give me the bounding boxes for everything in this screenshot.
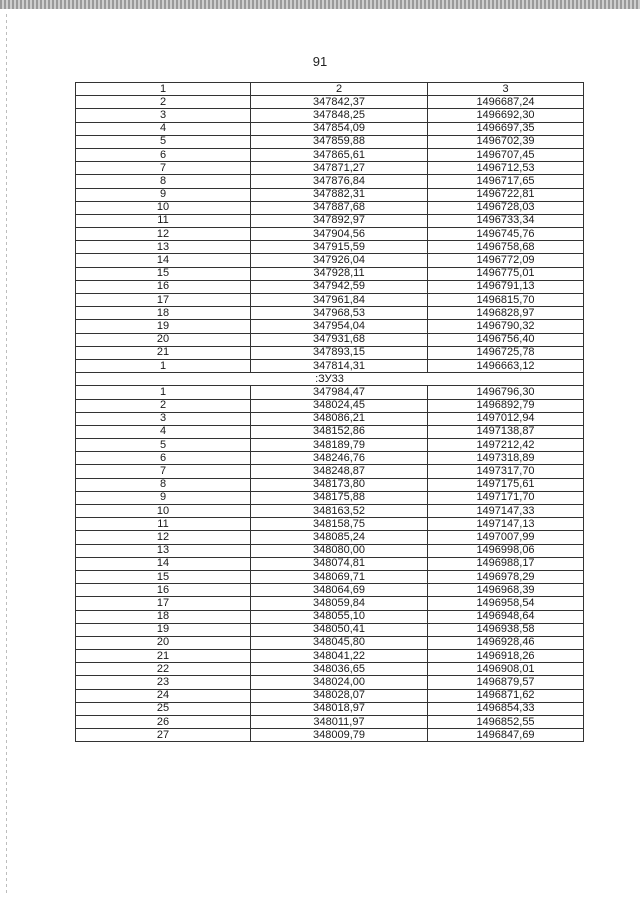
group2-row bbox=[76, 636, 584, 649]
group1-row bbox=[76, 201, 584, 214]
point-number-cell: 11 bbox=[76, 518, 251, 531]
y-coordinate-cell: 1496692,30 bbox=[428, 109, 584, 122]
y-coordinate-cell: 1496852,55 bbox=[428, 716, 584, 729]
point-number-cell: 3 bbox=[76, 412, 251, 425]
group1-row bbox=[76, 294, 584, 307]
group2-row bbox=[76, 478, 584, 491]
group1-row bbox=[76, 333, 584, 346]
y-coordinate-cell: 1496796,30 bbox=[428, 386, 584, 399]
group1-row bbox=[76, 214, 584, 227]
y-coordinate-cell: 1496722,81 bbox=[428, 188, 584, 201]
x-coordinate-cell: 348018,97 bbox=[251, 702, 428, 715]
coordinates-table-body bbox=[76, 83, 584, 742]
group2-row bbox=[76, 491, 584, 504]
group1-row bbox=[76, 228, 584, 241]
point-number-cell: 16 bbox=[76, 280, 251, 293]
group2-row bbox=[76, 570, 584, 583]
x-coordinate-cell: 347915,59 bbox=[251, 241, 428, 254]
x-coordinate-cell: 348059,84 bbox=[251, 597, 428, 610]
point-number-cell: 19 bbox=[76, 623, 251, 636]
point-number-cell: 9 bbox=[76, 491, 251, 504]
x-coordinate-cell: 348055,10 bbox=[251, 610, 428, 623]
y-coordinate-cell: 1496879,57 bbox=[428, 676, 584, 689]
group2-row bbox=[76, 702, 584, 715]
x-coordinate-cell: 348028,07 bbox=[251, 689, 428, 702]
x-coordinate-cell: 348024,00 bbox=[251, 676, 428, 689]
y-coordinate-cell: 1496948,64 bbox=[428, 610, 584, 623]
group2-row bbox=[76, 531, 584, 544]
x-coordinate-cell: 347942,59 bbox=[251, 280, 428, 293]
point-number-cell: 22 bbox=[76, 663, 251, 676]
page-number: 91 bbox=[312, 54, 328, 69]
coordinates-table bbox=[75, 82, 584, 742]
point-number-cell: 2 bbox=[76, 399, 251, 412]
x-coordinate-cell: 348158,75 bbox=[251, 518, 428, 531]
group2-row bbox=[76, 623, 584, 636]
x-coordinate-cell: 347859,88 bbox=[251, 135, 428, 148]
group2-row bbox=[76, 584, 584, 597]
y-coordinate-cell: 1496871,62 bbox=[428, 689, 584, 702]
y-coordinate-cell: 1497147,33 bbox=[428, 505, 584, 518]
group2-row bbox=[76, 557, 584, 570]
x-coordinate-cell: 347893,15 bbox=[251, 346, 428, 359]
y-coordinate-cell: 1496712,53 bbox=[428, 162, 584, 175]
point-number-cell: 21 bbox=[76, 346, 251, 359]
point-number-cell: 12 bbox=[76, 228, 251, 241]
y-coordinate-cell: 1496756,40 bbox=[428, 333, 584, 346]
y-coordinate-cell: 1497147,13 bbox=[428, 518, 584, 531]
point-number-cell: 4 bbox=[76, 122, 251, 135]
x-coordinate-cell: 347887,68 bbox=[251, 201, 428, 214]
x-coordinate-cell: 348086,21 bbox=[251, 412, 428, 425]
point-number-cell: 25 bbox=[76, 702, 251, 715]
point-number-cell: 8 bbox=[76, 175, 251, 188]
x-coordinate-cell: 348175,88 bbox=[251, 491, 428, 504]
group2-row bbox=[76, 425, 584, 438]
x-coordinate-cell: 347954,04 bbox=[251, 320, 428, 333]
group1-row bbox=[76, 320, 584, 333]
y-coordinate-cell: 1497175,61 bbox=[428, 478, 584, 491]
point-number-cell: 20 bbox=[76, 333, 251, 346]
x-coordinate-cell: 347892,97 bbox=[251, 214, 428, 227]
x-coordinate-cell: 348064,69 bbox=[251, 584, 428, 597]
point-number-cell: 17 bbox=[76, 294, 251, 307]
y-coordinate-cell: 1497138,87 bbox=[428, 425, 584, 438]
group1-row bbox=[76, 307, 584, 320]
point-number-cell: 27 bbox=[76, 729, 251, 742]
y-coordinate-cell: 1496791,13 bbox=[428, 280, 584, 293]
x-coordinate-cell: 348041,22 bbox=[251, 650, 428, 663]
point-number-cell: 7 bbox=[76, 465, 251, 478]
y-coordinate-cell: 1496918,26 bbox=[428, 650, 584, 663]
y-coordinate-cell: 1496968,39 bbox=[428, 584, 584, 597]
group2-row bbox=[76, 610, 584, 623]
point-number-cell: 18 bbox=[76, 307, 251, 320]
point-number-cell: 5 bbox=[76, 439, 251, 452]
header-row bbox=[76, 83, 584, 96]
x-coordinate-cell: 348074,81 bbox=[251, 557, 428, 570]
header-cell-y: 3 bbox=[428, 83, 584, 96]
header-cell-point: 1 bbox=[76, 83, 251, 96]
group2-row bbox=[76, 597, 584, 610]
point-number-cell: 10 bbox=[76, 505, 251, 518]
point-number-cell: 1 bbox=[76, 359, 251, 372]
group1-row bbox=[76, 96, 584, 109]
y-coordinate-cell: 1496998,06 bbox=[428, 544, 584, 557]
point-number-cell: 7 bbox=[76, 162, 251, 175]
header-cell-x: 2 bbox=[251, 83, 428, 96]
x-coordinate-cell: 348009,79 bbox=[251, 729, 428, 742]
y-coordinate-cell: 1496758,68 bbox=[428, 241, 584, 254]
y-coordinate-cell: 1497171,70 bbox=[428, 491, 584, 504]
y-coordinate-cell: 1496958,54 bbox=[428, 597, 584, 610]
y-coordinate-cell: 1496717,65 bbox=[428, 175, 584, 188]
x-coordinate-cell: 348036,65 bbox=[251, 663, 428, 676]
x-coordinate-cell: 347865,61 bbox=[251, 148, 428, 161]
y-coordinate-cell: 1496707,45 bbox=[428, 148, 584, 161]
y-coordinate-cell: 1496687,24 bbox=[428, 96, 584, 109]
x-coordinate-cell: 347848,25 bbox=[251, 109, 428, 122]
y-coordinate-cell: 1496938,58 bbox=[428, 623, 584, 636]
group2-row bbox=[76, 505, 584, 518]
y-coordinate-cell: 1496908,01 bbox=[428, 663, 584, 676]
y-coordinate-cell: 1496847,69 bbox=[428, 729, 584, 742]
point-number-cell: 14 bbox=[76, 557, 251, 570]
y-coordinate-cell: 1496928,46 bbox=[428, 636, 584, 649]
point-number-cell: 18 bbox=[76, 610, 251, 623]
x-coordinate-cell: 348152,86 bbox=[251, 425, 428, 438]
y-coordinate-cell: 1497012,94 bbox=[428, 412, 584, 425]
point-number-cell: 17 bbox=[76, 597, 251, 610]
group2-row bbox=[76, 663, 584, 676]
point-number-cell: 13 bbox=[76, 544, 251, 557]
y-coordinate-cell: 1496828,97 bbox=[428, 307, 584, 320]
group2-row bbox=[76, 412, 584, 425]
group2-row bbox=[76, 518, 584, 531]
point-number-cell: 9 bbox=[76, 188, 251, 201]
point-number-cell: 26 bbox=[76, 716, 251, 729]
x-coordinate-cell: 348045,80 bbox=[251, 636, 428, 649]
point-number-cell: 15 bbox=[76, 267, 251, 280]
y-coordinate-cell: 1497212,42 bbox=[428, 439, 584, 452]
group2-row bbox=[76, 399, 584, 412]
group1-row bbox=[76, 162, 584, 175]
y-coordinate-cell: 1496892,79 bbox=[428, 399, 584, 412]
point-number-cell: 19 bbox=[76, 320, 251, 333]
scan-edge-left bbox=[6, 14, 7, 894]
y-coordinate-cell: 1496988,17 bbox=[428, 557, 584, 570]
y-coordinate-cell: 1496725,78 bbox=[428, 346, 584, 359]
y-coordinate-cell: 1496772,09 bbox=[428, 254, 584, 267]
group2-row bbox=[76, 452, 584, 465]
x-coordinate-cell: 347968,53 bbox=[251, 307, 428, 320]
x-coordinate-cell: 347882,31 bbox=[251, 188, 428, 201]
x-coordinate-cell: 347928,11 bbox=[251, 267, 428, 280]
x-coordinate-cell: 347876,84 bbox=[251, 175, 428, 188]
group2-row bbox=[76, 439, 584, 452]
y-coordinate-cell: 1496790,32 bbox=[428, 320, 584, 333]
group2-row bbox=[76, 676, 584, 689]
x-coordinate-cell: 348189,79 bbox=[251, 439, 428, 452]
x-coordinate-cell: 347871,27 bbox=[251, 162, 428, 175]
point-number-cell: 10 bbox=[76, 201, 251, 214]
point-number-cell: 4 bbox=[76, 425, 251, 438]
point-number-cell: 3 bbox=[76, 109, 251, 122]
point-number-cell: 21 bbox=[76, 650, 251, 663]
x-coordinate-cell: 348080,00 bbox=[251, 544, 428, 557]
x-coordinate-cell: 347842,37 bbox=[251, 96, 428, 109]
x-coordinate-cell: 348085,24 bbox=[251, 531, 428, 544]
point-number-cell: 6 bbox=[76, 452, 251, 465]
x-coordinate-cell: 348246,76 bbox=[251, 452, 428, 465]
group1-row bbox=[76, 109, 584, 122]
x-coordinate-cell: 348024,45 bbox=[251, 399, 428, 412]
group1-row bbox=[76, 122, 584, 135]
x-coordinate-cell: 348011,97 bbox=[251, 716, 428, 729]
x-coordinate-cell: 347926,04 bbox=[251, 254, 428, 267]
y-coordinate-cell: 1496815,70 bbox=[428, 294, 584, 307]
x-coordinate-cell: 348173,80 bbox=[251, 478, 428, 491]
group1-row bbox=[76, 175, 584, 188]
x-coordinate-cell: 347904,56 bbox=[251, 228, 428, 241]
group1-row bbox=[76, 188, 584, 201]
point-number-cell: 15 bbox=[76, 570, 251, 583]
point-number-cell: 16 bbox=[76, 584, 251, 597]
group2-row bbox=[76, 716, 584, 729]
point-number-cell: 1 bbox=[76, 386, 251, 399]
point-number-cell: 24 bbox=[76, 689, 251, 702]
x-coordinate-cell: 347854,09 bbox=[251, 122, 428, 135]
x-coordinate-cell: 348163,52 bbox=[251, 505, 428, 518]
group1-row bbox=[76, 135, 584, 148]
y-coordinate-cell: 1496702,39 bbox=[428, 135, 584, 148]
x-coordinate-cell: 347814,31 bbox=[251, 359, 428, 372]
x-coordinate-cell: 348050,41 bbox=[251, 623, 428, 636]
scan-edge-top bbox=[0, 0, 640, 9]
group1-row bbox=[76, 267, 584, 280]
point-number-cell: 20 bbox=[76, 636, 251, 649]
y-coordinate-cell: 1496663,12 bbox=[428, 359, 584, 372]
y-coordinate-cell: 1497318,89 bbox=[428, 452, 584, 465]
point-number-cell: 2 bbox=[76, 96, 251, 109]
group1-row bbox=[76, 359, 584, 372]
point-number-cell: 6 bbox=[76, 148, 251, 161]
y-coordinate-cell: 1496745,76 bbox=[428, 228, 584, 241]
point-number-cell: 14 bbox=[76, 254, 251, 267]
group1-row bbox=[76, 254, 584, 267]
point-number-cell: 23 bbox=[76, 676, 251, 689]
section-title: :ЗУ33 bbox=[76, 373, 584, 386]
point-number-cell: 12 bbox=[76, 531, 251, 544]
x-coordinate-cell: 348069,71 bbox=[251, 570, 428, 583]
group2-row bbox=[76, 386, 584, 399]
x-coordinate-cell: 347931,68 bbox=[251, 333, 428, 346]
point-number-cell: 13 bbox=[76, 241, 251, 254]
section-row bbox=[76, 373, 584, 386]
x-coordinate-cell: 348248,87 bbox=[251, 465, 428, 478]
group2-row bbox=[76, 729, 584, 742]
group2-row bbox=[76, 689, 584, 702]
group1-row bbox=[76, 280, 584, 293]
point-number-cell: 11 bbox=[76, 214, 251, 227]
y-coordinate-cell: 1497007,99 bbox=[428, 531, 584, 544]
group1-row bbox=[76, 241, 584, 254]
y-coordinate-cell: 1496854,33 bbox=[428, 702, 584, 715]
y-coordinate-cell: 1496978,29 bbox=[428, 570, 584, 583]
point-number-cell: 8 bbox=[76, 478, 251, 491]
group1-row bbox=[76, 346, 584, 359]
group1-row bbox=[76, 148, 584, 161]
y-coordinate-cell: 1496697,35 bbox=[428, 122, 584, 135]
y-coordinate-cell: 1496728,03 bbox=[428, 201, 584, 214]
group2-row bbox=[76, 465, 584, 478]
y-coordinate-cell: 1496733,34 bbox=[428, 214, 584, 227]
x-coordinate-cell: 347961,84 bbox=[251, 294, 428, 307]
x-coordinate-cell: 347984,47 bbox=[251, 386, 428, 399]
group2-row bbox=[76, 544, 584, 557]
y-coordinate-cell: 1496775,01 bbox=[428, 267, 584, 280]
group2-row bbox=[76, 650, 584, 663]
point-number-cell: 5 bbox=[76, 135, 251, 148]
y-coordinate-cell: 1497317,70 bbox=[428, 465, 584, 478]
